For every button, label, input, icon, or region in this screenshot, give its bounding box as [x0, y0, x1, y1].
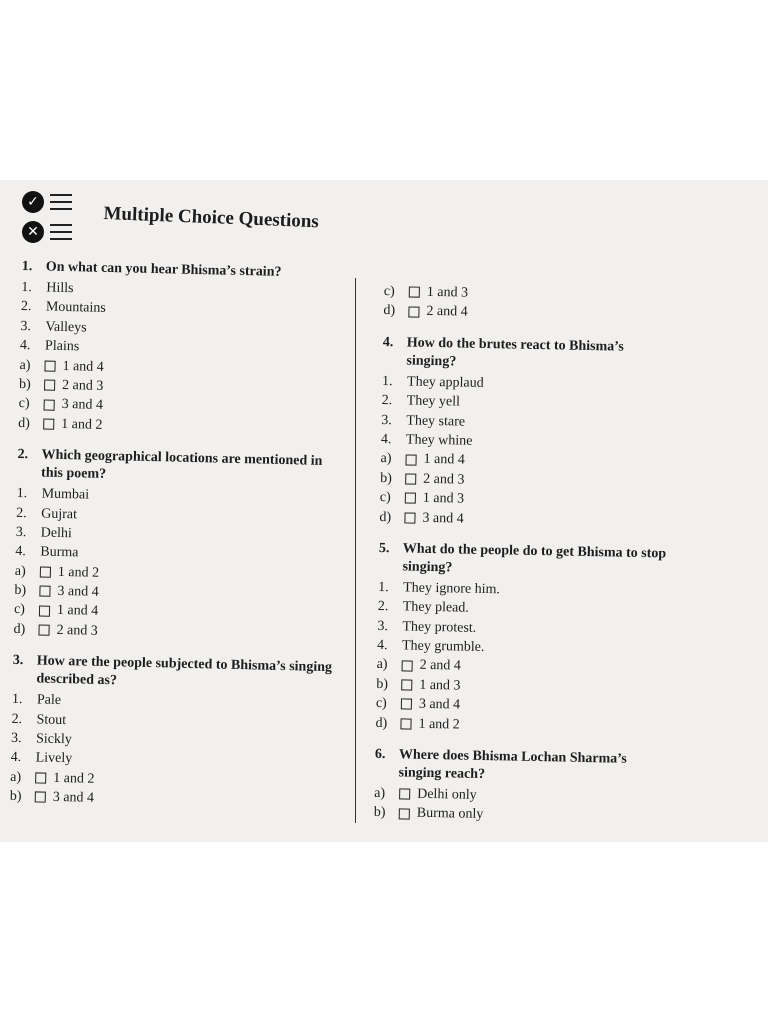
- right-column: [374, 282, 674, 828]
- option: c) 1 and 4: [13, 602, 99, 620]
- option-checkbox[interactable]: [44, 380, 55, 391]
- option-checkbox[interactable]: [399, 808, 410, 819]
- page-title: Multiple Choice Questions: [103, 203, 320, 233]
- left-column: [10, 258, 342, 814]
- header-icons: [22, 191, 78, 247]
- option: d) 2 and 4: [383, 303, 468, 321]
- option-checkbox[interactable]: [401, 679, 412, 690]
- option: c) 1 and 3: [383, 283, 469, 301]
- list-item: 1. Hills: [21, 279, 74, 297]
- option-checkbox[interactable]: [43, 418, 54, 429]
- list-item: 2. They plead.: [377, 599, 469, 616]
- option: b) 1 and 3: [376, 676, 461, 694]
- list-item: 2. They yell: [381, 393, 461, 410]
- option-checkbox[interactable]: [409, 287, 420, 298]
- option: a) 1 and 2: [10, 769, 95, 787]
- list-item: 1. They ignore him.: [377, 579, 501, 598]
- list-item: 2. Stout: [11, 711, 67, 728]
- list-item: 3. They stare: [381, 412, 466, 430]
- option-checkbox[interactable]: [39, 605, 50, 616]
- option-checkbox[interactable]: [44, 360, 55, 371]
- list-item: 4. They whine: [380, 431, 473, 449]
- list-item: 3. Valleys: [20, 318, 87, 336]
- option: d) 3 and 4: [379, 509, 464, 527]
- list-item: 3. Sickly: [10, 730, 73, 748]
- option: d) 1 and 2: [18, 415, 103, 433]
- option: a) 1 and 4: [19, 357, 104, 375]
- option-checkbox[interactable]: [402, 660, 413, 671]
- option: b) 2 and 3: [380, 470, 465, 488]
- list-item: 4. They grumble.: [376, 638, 485, 656]
- list-item: 1. Pale: [11, 692, 62, 709]
- option-checkbox[interactable]: [44, 399, 55, 410]
- question: 6. Where does Bhisma Lochan Sharma’s singing reach?: [374, 746, 627, 783]
- option-checkbox[interactable]: [401, 699, 412, 710]
- option: b) 3 and 4: [9, 789, 95, 806]
- option: a) Delhi only: [374, 785, 477, 803]
- column-divider: [355, 278, 356, 823]
- option: d) 2 and 3: [13, 621, 98, 639]
- list-item: 2. Mountains: [20, 299, 106, 317]
- list-item: 1. They applaud: [381, 373, 484, 391]
- check-icon: ✓: [22, 191, 44, 213]
- list-item: 2. Gujrat: [16, 505, 78, 522]
- question: 2. Which geographical locations are mentioned in this poem?: [17, 447, 323, 483]
- option: a) 2 and 4: [376, 657, 461, 675]
- list-lines-icon: [50, 224, 72, 245]
- list-item: 4. Plains: [19, 338, 80, 355]
- option-checkbox[interactable]: [40, 566, 51, 577]
- option-checkbox[interactable]: [404, 512, 415, 523]
- list-item: 3. They protest.: [377, 618, 477, 636]
- option-checkbox[interactable]: [405, 493, 416, 504]
- option-checkbox[interactable]: [35, 792, 46, 803]
- option: d) 1 and 2: [375, 715, 460, 733]
- option: b) 2 and 3: [18, 376, 104, 394]
- option-checkbox[interactable]: [39, 586, 50, 597]
- option: c) 3 and 4: [375, 696, 461, 713]
- option: c) 3 and 4: [18, 396, 104, 414]
- list-item: 3. Delhi: [15, 524, 73, 542]
- cross-icon: ✕: [22, 221, 44, 243]
- list-item: 1. Mumbai: [16, 486, 90, 503]
- question: 3. How are the people subjected to Bhisma’s singing described as?: [12, 653, 333, 689]
- list-item: 4. Lively: [10, 750, 73, 767]
- option-checkbox[interactable]: [408, 306, 419, 317]
- option-checkbox[interactable]: [35, 772, 46, 783]
- list-item: 4. Burma: [15, 544, 79, 561]
- option-checkbox[interactable]: [400, 718, 411, 729]
- option-checkbox[interactable]: [38, 625, 49, 636]
- list-lines-icon: [50, 194, 72, 215]
- option: b) 3 and 4: [14, 582, 99, 600]
- question: 4. How do the brutes react to Bhisma’s singing?: [382, 334, 624, 370]
- option-checkbox[interactable]: [405, 454, 416, 465]
- option-checkbox[interactable]: [405, 473, 416, 484]
- option: a) 1 and 4: [380, 451, 465, 468]
- option: c) 1 and 3: [379, 490, 465, 507]
- option: b) Burma only: [373, 805, 484, 823]
- option: a) 1 and 2: [14, 563, 100, 581]
- question: 1. On what can you hear Bhisma’s strain?: [21, 258, 282, 280]
- question: 5. What do the people do to get Bhisma to stop singing?: [378, 540, 667, 576]
- option-checkbox[interactable]: [399, 789, 410, 800]
